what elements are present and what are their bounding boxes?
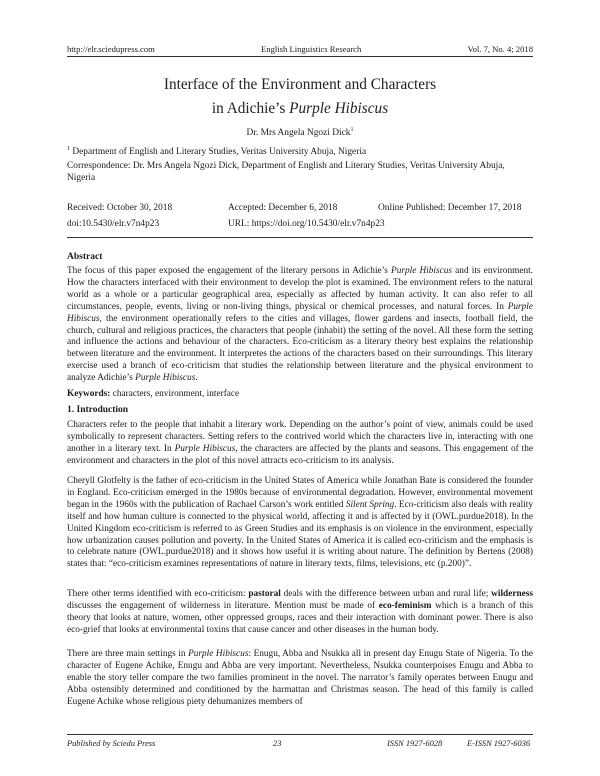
volume-info: Vol. 7, No. 4; 2018 (467, 44, 533, 54)
affiliation-text: Department of English and Literary Studies, Veritas University Abuja, Nigeria (70, 147, 367, 157)
introduction-heading: 1. Introduction (67, 405, 129, 415)
accepted-date: Accepted: December 6, 2018 (228, 203, 338, 213)
paper-title-line1: Interface of the Environment and Characters (163, 76, 437, 93)
intro-paragraph-1: Characters refer to the people that inhabit a literary work. Depending on the author’s point of view, animals could be used symbolically to represent characters. Setting refers to the contrived world which the characters live in, interacting with one another in a literary text. In Purple Hibiscus, the characters are affected by the plants and seasons. This engagement of the environment and characters in the plot of this novel attracts eco-criticism to its analysis. (67, 420, 534, 466)
title-prefix: in Adichie’s (211, 100, 290, 117)
intro-paragraph-2: Cheryll Glotfelty is the father of eco-criticism in the United States of America while Jonathan Bate is considered the founder in England. Eco-criticism emerged in the 1980s because of environmental degradation. However, environmental movement began in the 1960s with the publication of Rachael Carson’s work entitled Silent Spring. Eco-criticism also deals with reality itself and how human culture is connected to the physical world, affecting it and is affected by it (OWL.purdue2018). In the United Kingdom eco-criticism is referred to as Green Studies and its emphasis is on violence in the environment, especially how urbanization causes pollution and poverty. In the United States of America it is called eco-criticism and the emphasis is to celebrate nature (OWL.purdue2018) and it shows how useful it is writing about nature. The definition by Bertens (2008) states that: “eco-criticism examines representations of nature in literary texts, films, televisions, etc (p.200)”. (67, 476, 533, 570)
doi-url[interactable]: URL: https://doi.org/10.5430/elr.v7n4p23 (228, 219, 385, 229)
title-italic: Purple Hibiscus (289, 100, 389, 117)
received-date: Received: October 30, 2018 (67, 203, 173, 213)
eissn: E-ISSN 1927-6036 (467, 739, 531, 748)
doi[interactable]: doi:10.5430/elr.v7n4p23 (67, 219, 160, 229)
journal-name: English Linguistics Research (261, 44, 362, 54)
keywords-text: characters, environment, interface (110, 389, 240, 399)
abstract-heading: Abstract (67, 252, 103, 262)
keywords (67, 389, 533, 399)
footer-rule (67, 734, 533, 735)
author-name: Dr. Mrs Angela Ngozi Dick (246, 128, 351, 138)
affiliation-mark: 1 (67, 146, 70, 152)
issn: ISSN 1927-6028 (387, 739, 443, 748)
intro-paragraph-3: There other terms identified with eco-criticism: pastoral deals with the difference between urban and rural life; wilderness discusses the engagement of wilderness in literature. Mention must be made of eco-feminism which is a branch of this theory that looks at nature, women, other oppressed groups, races and their interaction with dominant power. There is also eco-grief that looks at environmental toxins that cause cancer and other diseases in the human body. (67, 589, 534, 635)
author-line (60, 127, 540, 138)
online-date: Online Published: December 17, 2018 (378, 203, 522, 213)
intro-paragraph-4: There are three main settings in Purple Hibiscus: Enugu, Abba and Nsukka all in present day Enugu State of Nigeria. To the character of Eugene Achike, Enugu and Abba are very important. Nevertheless, Nsukka counterpoises Enugu and Abba to enable the story teller compare the two families prominent in the novel. The narrator’s family operates between Enugu and Abba ostensibly determined and conditioned by the harmattan and Christmas season. The head of this family is called Eugene Achike whose religious piety dehumanizes members of (67, 649, 534, 707)
publisher: Published by Sciedu Press (67, 739, 156, 748)
journal-url[interactable]: http://elr.sciedupress.com (67, 44, 155, 54)
paper-title-line2 (60, 100, 540, 118)
header-rule (67, 56, 533, 57)
running-header (67, 40, 533, 54)
correspondence: Correspondence: Dr. Mrs Angela Ngozi Dick, Department of English and Literary Studies, Veritas University Abuja, Nigeria (67, 161, 505, 183)
keywords-label: Keywords: (67, 389, 111, 399)
author-mark: 1 (350, 127, 354, 133)
page-number: 23 (273, 739, 282, 748)
affiliation (67, 143, 533, 158)
meta-rule (67, 237, 533, 238)
abstract-text: The focus of this paper exposed the engagement of the literary persons in Adichie’s Purple Hibiscus and its environment. How the characters interfaced with their environment to develop the plot is examined. The environment refers to the natural world as a whole or a particular geographical area, especially as affected by human activity. It can also refer to all circumstances, people, events, living or non-living things, physical or chemical processes, and natural forces. In Purple Hibiscus, the environment operationally refers to the cities and villages, flower gardens and insects, football field, the church, cultural and religious practices, the characters that people (inhabit) the setting of the novel. All these form the setting and influence the actions and behaviour of the characters. Eco-criticism as a literary theory best explains the relationship between literature and the environment. It interpretes the actions of the characters based on their surroundings. This literary exercise used a branch of eco-criticism that studies the relationship between literature and the physical environment to analyze Adichie’s Purple Hibiscus. (67, 266, 534, 384)
